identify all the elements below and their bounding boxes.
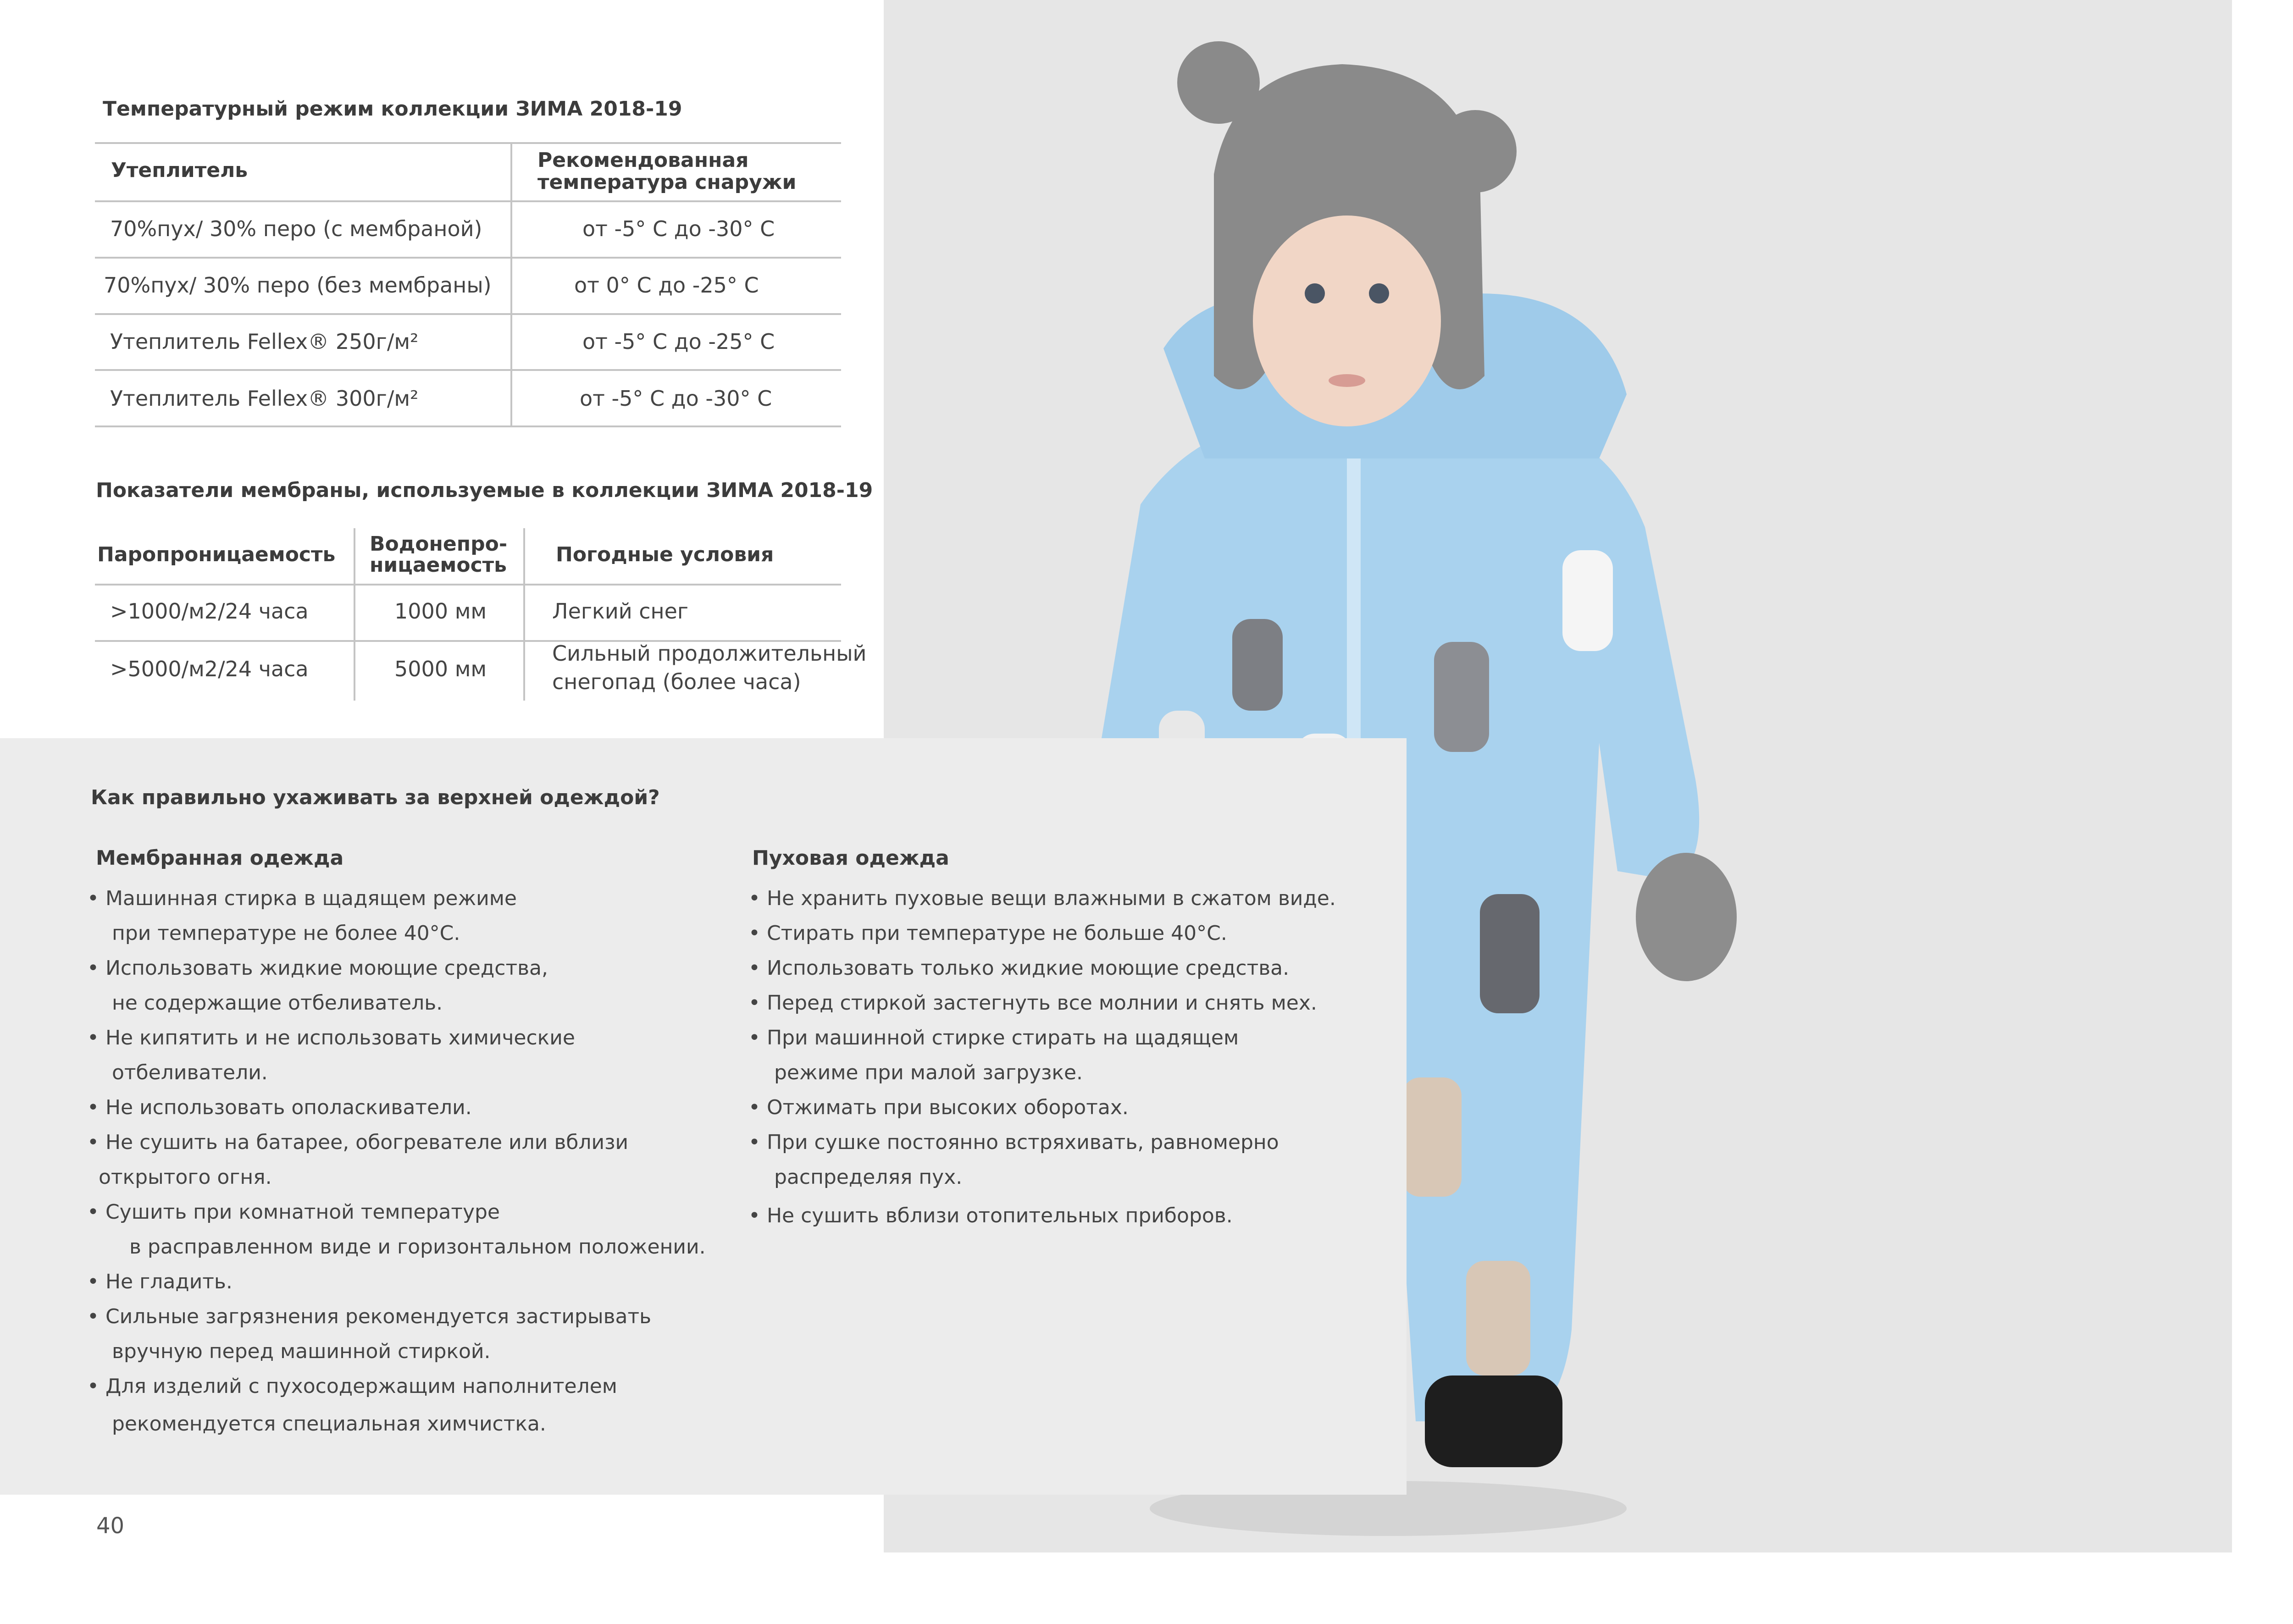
table-cell-temperature: от 0° С до -25° С [574, 273, 759, 298]
header-insulation: Утеплитель [111, 159, 248, 182]
care-title: Как правильно ухаживать за верхней одеждой? [91, 786, 660, 809]
table-cell-waterproof: 1000 мм [394, 599, 487, 624]
down-care-title: Пуховая одежда [752, 846, 949, 870]
list-item: • Отжимать при высоких оборотах. [748, 1096, 1129, 1119]
header-permeability: Паропроницаемость [97, 543, 336, 566]
table-cell-insulation: 70%пух/ 30% перо (с мембраной) [110, 216, 482, 241]
list-item: • При сушке постоянно встряхивать, равномерно [748, 1131, 1279, 1154]
table-column-divider [510, 142, 512, 426]
table-cell-weather: Легкий снег [552, 599, 689, 624]
table-cell-weather-cont: снегопад (более часа) [552, 669, 801, 694]
list-item: в расправленном виде и горизонтальном положении. [129, 1235, 706, 1259]
membrane-table-title: Показатели мембраны, используемые в коллекции ЗИМА 2018-19 [96, 479, 873, 502]
table-column-divider [523, 528, 525, 701]
membrane-care-title: Мембранная одежда [96, 846, 344, 870]
list-item: • Сильные загрязнения рекомендуется застирывать [87, 1305, 652, 1328]
table-cell-permeability: >1000/м2/24 часа [110, 599, 309, 624]
list-item: рекомендуется специальная химчистка. [112, 1412, 546, 1436]
table-divider [95, 369, 841, 371]
list-item: • Не кипятить и не использовать химические [87, 1026, 575, 1050]
table-cell-temperature: от -5° С до -25° С [582, 329, 775, 354]
list-item: не содержащие отбеливатель. [112, 991, 443, 1015]
list-item: • Перед стиркой застегнуть все молнии и снять мех. [748, 991, 1317, 1015]
list-item: • Не использовать ополаскиватели. [87, 1096, 472, 1119]
table-cell-insulation: Утеплитель Fellex® 300г/м² [110, 386, 419, 411]
list-item: • Не сушить на батарее, обогревателе или вблизи [87, 1131, 629, 1154]
table-cell-insulation: 70%пух/ 30% перо (без мембраны) [104, 273, 492, 298]
list-item: • Стирать при температуре не больше 40°С. [748, 922, 1227, 945]
list-item: • При машинной стирке стирать на щадящем [748, 1026, 1239, 1050]
table-divider [95, 257, 841, 259]
table-cell-waterproof: 5000 мм [394, 657, 487, 681]
table-cell-insulation: Утеплитель Fellex® 250г/м² [110, 329, 419, 354]
table-divider [95, 584, 841, 586]
page-number: 40 [96, 1513, 125, 1539]
list-item: при температуре не более 40°С. [112, 922, 460, 945]
list-item: • Использовать только жидкие моющие средства. [748, 956, 1290, 980]
header-outside-temperature: температура снаружи [537, 171, 797, 194]
list-item: вручную перед машинной стиркой. [112, 1340, 491, 1363]
table-cell-temperature: от -5° С до -30° С [580, 386, 772, 411]
table-divider [95, 142, 841, 144]
header-weather: Погодные условия [556, 543, 774, 566]
list-item: открытого огня. [99, 1166, 272, 1189]
table-divider [95, 200, 841, 202]
list-item: • Использовать жидкие моющие средства, [87, 956, 548, 980]
list-item: • Сушить при комнатной температуре [87, 1200, 500, 1224]
table-cell-temperature: от -5° С до -30° С [582, 216, 775, 241]
table-column-divider [354, 528, 355, 701]
list-item: • Для изделий с пухосодержащим наполнителем [87, 1375, 617, 1398]
temperature-table-title: Температурный режим коллекции ЗИМА 2018-19 [103, 97, 682, 121]
list-item: • Не хранить пуховые вещи влажными в сжатом виде. [748, 887, 1336, 910]
list-item: • Не сушить вблизи отопительных приборов. [748, 1204, 1233, 1227]
table-divider [95, 425, 841, 427]
header-waterproof: Водонепро- [370, 532, 508, 556]
header-recommended: Рекомендованная [537, 149, 749, 172]
list-item: отбеливатели. [112, 1061, 268, 1084]
table-cell-weather: Сильный продолжительный [552, 641, 867, 666]
table-cell-permeability: >5000/м2/24 часа [110, 657, 309, 681]
header-waterproof-cont: ницаемость [370, 553, 507, 577]
list-item: • Машинная стирка в щадящем режиме [87, 887, 517, 910]
list-item: режиме при малой загрузке. [774, 1061, 1083, 1084]
list-item: • Не гладить. [87, 1270, 233, 1293]
list-item: распределяя пух. [774, 1166, 963, 1189]
table-divider [95, 313, 841, 315]
